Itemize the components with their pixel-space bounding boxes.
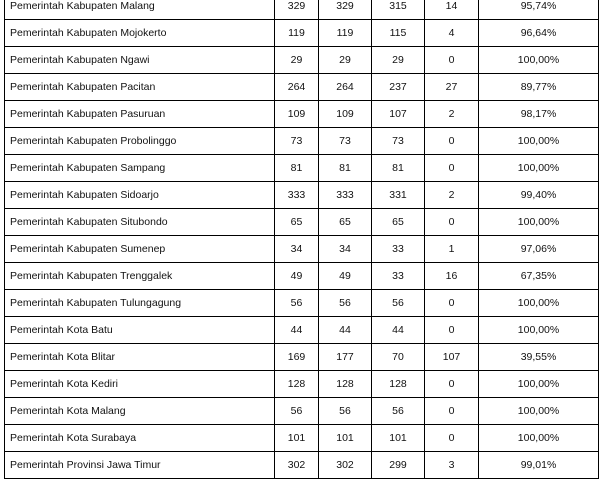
value-d-cell: 1 [425, 236, 479, 263]
percentage-cell: 97,06% [479, 236, 599, 263]
value-b-cell: 128 [319, 371, 372, 398]
value-b-cell: 329 [319, 0, 372, 20]
value-b-cell: 73 [319, 128, 372, 155]
value-a-cell: 302 [275, 452, 319, 479]
value-a-cell: 56 [275, 290, 319, 317]
percentage-cell: 98,17% [479, 101, 599, 128]
table-row [5, 101, 599, 128]
value-c-cell: 237 [372, 74, 425, 101]
value-c-cell: 65 [372, 209, 425, 236]
percentage-cell: 100,00% [479, 155, 599, 182]
value-d-cell: 27 [425, 74, 479, 101]
value-c-cell: 70 [372, 344, 425, 371]
value-c-cell: 115 [372, 20, 425, 47]
value-d-cell: 0 [425, 128, 479, 155]
table-row [5, 290, 599, 317]
table-row [5, 236, 599, 263]
value-c-cell: 33 [372, 236, 425, 263]
name-cell: Pemerintah Kabupaten Malang [5, 0, 275, 20]
name-cell: Pemerintah Kota Kediri [5, 371, 275, 398]
table-row [5, 371, 599, 398]
value-c-cell: 107 [372, 101, 425, 128]
percentage-cell: 100,00% [479, 290, 599, 317]
value-a-cell: 329 [275, 0, 319, 20]
value-d-cell: 16 [425, 263, 479, 290]
value-b-cell: 264 [319, 74, 372, 101]
name-cell: Pemerintah Kabupaten Pasuruan [5, 101, 275, 128]
value-d-cell: 0 [425, 425, 479, 452]
percentage-cell: 96,64% [479, 20, 599, 47]
value-c-cell: 73 [372, 128, 425, 155]
value-b-cell: 119 [319, 20, 372, 47]
percentage-cell: 39,55% [479, 344, 599, 371]
value-d-cell: 2 [425, 182, 479, 209]
value-a-cell: 44 [275, 317, 319, 344]
percentage-cell: 89,77% [479, 74, 599, 101]
name-cell: Pemerintah Kabupaten Situbondo [5, 209, 275, 236]
value-a-cell: 29 [275, 47, 319, 74]
value-c-cell: 56 [372, 290, 425, 317]
value-a-cell: 128 [275, 371, 319, 398]
value-b-cell: 333 [319, 182, 372, 209]
value-c-cell: 128 [372, 371, 425, 398]
percentage-cell: 100,00% [479, 425, 599, 452]
percentage-cell: 100,00% [479, 398, 599, 425]
table-row [5, 128, 599, 155]
percentage-cell: 100,00% [479, 209, 599, 236]
value-a-cell: 119 [275, 20, 319, 47]
table-row [5, 344, 599, 371]
table-row [5, 0, 599, 20]
value-a-cell: 109 [275, 101, 319, 128]
table-row [5, 20, 599, 47]
value-d-cell: 0 [425, 398, 479, 425]
value-d-cell: 0 [425, 47, 479, 74]
value-b-cell: 56 [319, 290, 372, 317]
name-cell: Pemerintah Kabupaten Probolinggo [5, 128, 275, 155]
name-cell: Pemerintah Kabupaten Ngawi [5, 47, 275, 74]
value-a-cell: 49 [275, 263, 319, 290]
name-cell: Pemerintah Kabupaten Sumenep [5, 236, 275, 263]
table-row [5, 182, 599, 209]
table-row [5, 317, 599, 344]
value-b-cell: 81 [319, 155, 372, 182]
value-b-cell: 29 [319, 47, 372, 74]
value-d-cell: 2 [425, 101, 479, 128]
table-body [5, 0, 599, 479]
name-cell: Pemerintah Kabupaten Tulungagung [5, 290, 275, 317]
value-a-cell: 333 [275, 182, 319, 209]
name-cell: Pemerintah Kabupaten Trenggalek [5, 263, 275, 290]
name-cell: Pemerintah Kota Batu [5, 317, 275, 344]
value-c-cell: 56 [372, 398, 425, 425]
value-d-cell: 0 [425, 209, 479, 236]
percentage-cell: 99,01% [479, 452, 599, 479]
value-b-cell: 65 [319, 209, 372, 236]
value-b-cell: 302 [319, 452, 372, 479]
value-a-cell: 73 [275, 128, 319, 155]
percentage-cell: 100,00% [479, 371, 599, 398]
percentage-cell: 67,35% [479, 263, 599, 290]
data-table [4, 0, 599, 479]
table-row [5, 209, 599, 236]
value-a-cell: 56 [275, 398, 319, 425]
table-row [5, 74, 599, 101]
name-cell: Pemerintah Kota Blitar [5, 344, 275, 371]
value-c-cell: 101 [372, 425, 425, 452]
table-row [5, 263, 599, 290]
percentage-cell: 99,40% [479, 182, 599, 209]
value-c-cell: 81 [372, 155, 425, 182]
name-cell: Pemerintah Kabupaten Sidoarjo [5, 182, 275, 209]
value-a-cell: 81 [275, 155, 319, 182]
value-b-cell: 109 [319, 101, 372, 128]
value-c-cell: 29 [372, 47, 425, 74]
name-cell: Pemerintah Kabupaten Sampang [5, 155, 275, 182]
value-a-cell: 101 [275, 425, 319, 452]
value-c-cell: 44 [372, 317, 425, 344]
document-sheet [4, 0, 598, 479]
table-row [5, 47, 599, 74]
value-a-cell: 34 [275, 236, 319, 263]
value-d-cell: 107 [425, 344, 479, 371]
name-cell: Pemerintah Kabupaten Mojokerto [5, 20, 275, 47]
value-b-cell: 34 [319, 236, 372, 263]
value-d-cell: 0 [425, 371, 479, 398]
percentage-cell: 95,74% [479, 0, 599, 20]
name-cell: Pemerintah Kota Surabaya [5, 425, 275, 452]
value-d-cell: 4 [425, 20, 479, 47]
name-cell: Pemerintah Kota Malang [5, 398, 275, 425]
value-c-cell: 331 [372, 182, 425, 209]
percentage-cell: 100,00% [479, 317, 599, 344]
value-d-cell: 14 [425, 0, 479, 20]
value-c-cell: 315 [372, 0, 425, 20]
value-b-cell: 56 [319, 398, 372, 425]
name-cell: Pemerintah Kabupaten Pacitan [5, 74, 275, 101]
value-c-cell: 299 [372, 452, 425, 479]
value-d-cell: 0 [425, 155, 479, 182]
value-d-cell: 3 [425, 452, 479, 479]
name-cell: Pemerintah Provinsi Jawa Timur [5, 452, 275, 479]
value-b-cell: 44 [319, 317, 372, 344]
value-d-cell: 0 [425, 290, 479, 317]
value-b-cell: 101 [319, 425, 372, 452]
value-b-cell: 177 [319, 344, 372, 371]
value-a-cell: 169 [275, 344, 319, 371]
value-a-cell: 264 [275, 74, 319, 101]
value-d-cell: 0 [425, 317, 479, 344]
table-row [5, 398, 599, 425]
value-c-cell: 33 [372, 263, 425, 290]
value-a-cell: 65 [275, 209, 319, 236]
table-row [5, 425, 599, 452]
percentage-cell: 100,00% [479, 47, 599, 74]
table-row [5, 452, 599, 479]
percentage-cell: 100,00% [479, 128, 599, 155]
table-row [5, 155, 599, 182]
value-b-cell: 49 [319, 263, 372, 290]
